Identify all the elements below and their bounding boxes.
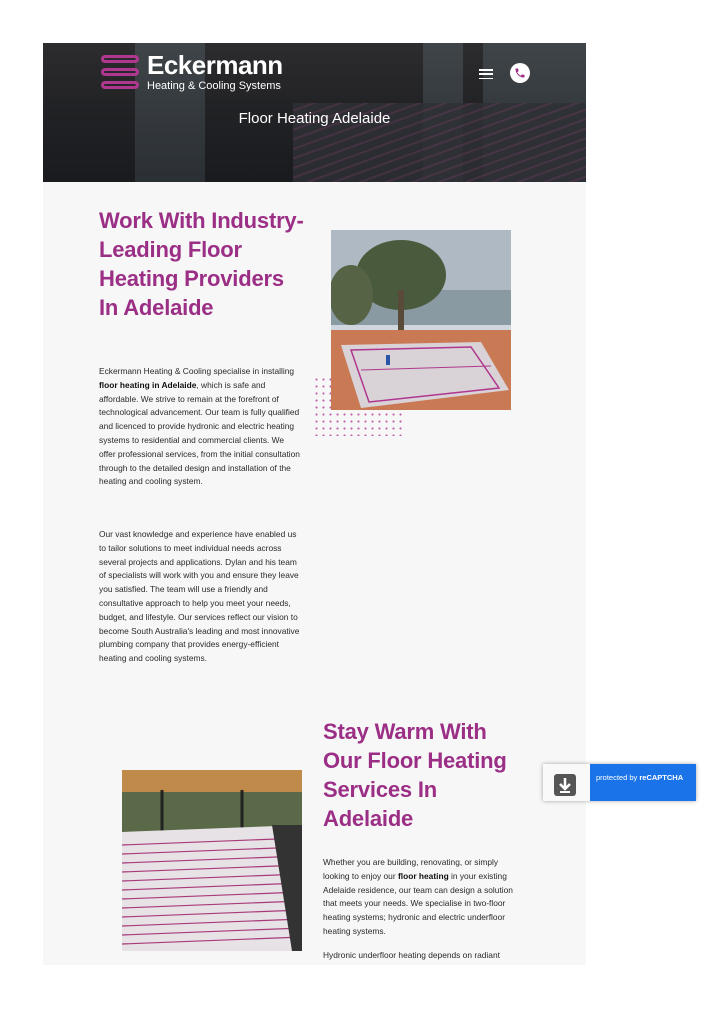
recaptcha-prefix: protected by bbox=[596, 773, 640, 782]
recaptcha-badge[interactable] bbox=[543, 764, 696, 801]
construction-site-photo bbox=[331, 230, 511, 410]
section2-paragraph-1: Whether you are building, renovating, or simply looking to enjoy our floor heating in your existing Adelaide residence, our team can design a solution that meets your needs. We specialise in two-floor heating systems; hydronic and electric underfloor heating systems. bbox=[323, 857, 513, 936]
underfloor-pipes-photo bbox=[122, 770, 302, 951]
hero-title: Floor Heating Adelaide bbox=[238, 110, 391, 127]
hero-banner bbox=[43, 43, 586, 182]
recaptcha-logo-icon bbox=[552, 771, 578, 797]
page bbox=[43, 43, 586, 965]
bold-link-text: floor heating in Adelaide bbox=[99, 379, 197, 390]
bold-link-text: floor heating bbox=[397, 870, 449, 881]
section1-paragraph-1: Eckermann Heating & Cooling specialise in installing floor heating in Adelaide, which is safe and affordable. We strive to remain at the forefront of technological advancement. Our team is fully qualified and licenced to provide hydronic and electric heating systems to residential and commercial clients. We offer professional services, from the initial consultation through to the detailed design and installation of the heating and cooling system. bbox=[99, 366, 300, 487]
site-logo[interactable] bbox=[99, 50, 283, 94]
section1-heading: Work With Industry-Leading Floor Heating Providers In Adelaide bbox=[99, 208, 304, 320]
recaptcha-brand: reCAPTCHA bbox=[639, 773, 684, 782]
logo-name: Eckermann bbox=[147, 50, 283, 80]
logo-subtitle: Heating & Cooling Systems bbox=[147, 80, 281, 92]
logo-mark-icon bbox=[99, 51, 141, 93]
hamburger-menu-icon[interactable] bbox=[479, 69, 493, 79]
section2-paragraph-2: Hydronic underfloor heating depends on radiant bbox=[323, 950, 500, 960]
section2-heading: Stay Warm With Our Floor Heating Services In Adelaide bbox=[323, 719, 507, 831]
section1-paragraph-2: Our vast knowledge and experience have enabled us to tailor solutions to meet individual needs across several projects and applications. Dylan and his team of specialists will work with you and ensure they leave you satisfied. The team will use a friendly and consultative approach to help you meet your needs, budget, and lifestyle. Our services reflect our vision to become South Australia's leading and most innovative plumbing company that provides energy-efficient heating and cooling systems. bbox=[99, 529, 300, 664]
phone-icon[interactable] bbox=[510, 63, 530, 83]
